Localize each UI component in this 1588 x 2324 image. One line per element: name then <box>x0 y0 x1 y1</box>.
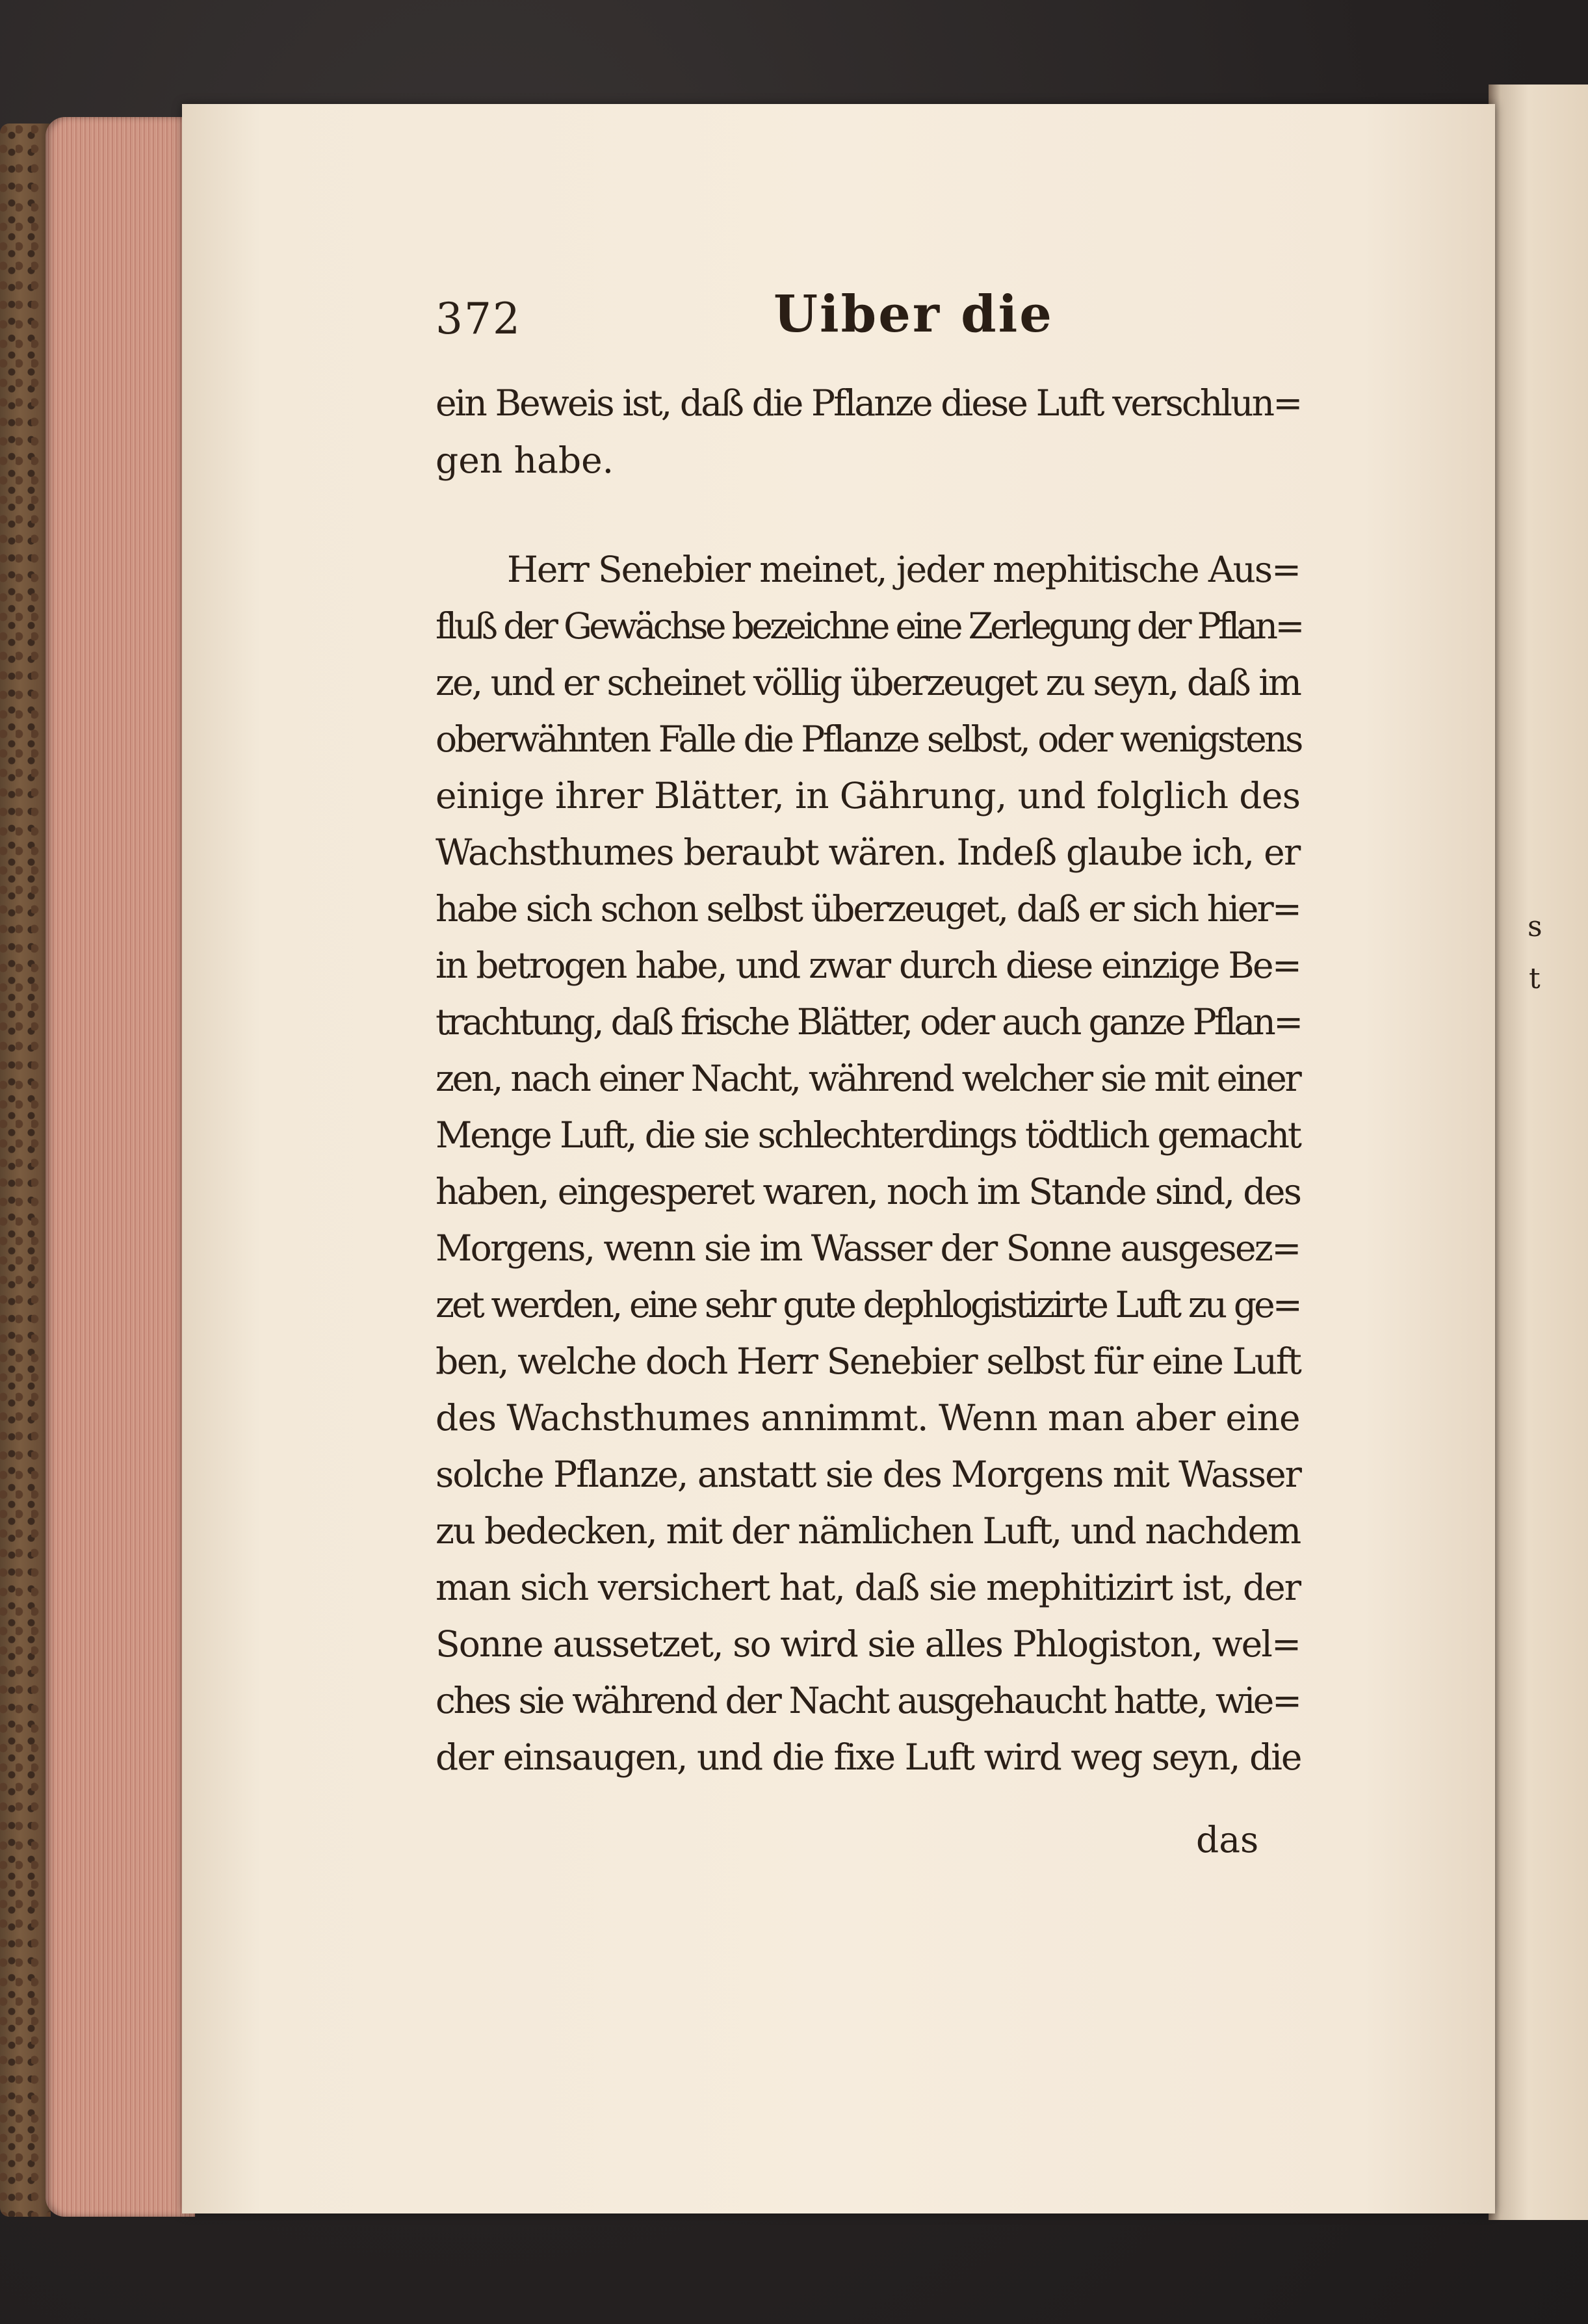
text-line: der einsaugen, und die fixe Luft wird weg seyn, die <box>436 1736 1301 1778</box>
text-line: habe sich schon selbst überzeuget, daß er sich hier= <box>436 888 1301 930</box>
text-line: solche Pflanze, anstatt sie des Morgens mit Wasser <box>436 1454 1301 1495</box>
text-line: Sonne aussetzet, so wird sie alles Phlogiston, wel= <box>436 1623 1301 1665</box>
text-line: einige ihrer Blätter, in Gährung, und folglich des <box>436 775 1301 816</box>
text-line: ches sie während der Nacht ausgehaucht hatte, wie= <box>436 1680 1300 1721</box>
running-head <box>436 281 1300 352</box>
facing-page-sliver <box>1489 85 1588 2220</box>
page-edges <box>46 117 195 2217</box>
text-line: ein Beweis ist, daß die Pflanze diese Luft verschlun= <box>436 382 1301 424</box>
text-line: fluß der Gewächse bezeichne eine Zerlegung der Pflan= <box>436 605 1302 647</box>
text-line: gen habe. <box>436 439 614 481</box>
text-line: des Wachsthumes annimmt. Wenn man aber eine <box>436 1397 1300 1439</box>
text-line: Wachsthumes beraubt wären. Indeß glaube ich, er <box>436 831 1300 873</box>
text-line: zu bedecken, mit der nämlichen Luft, und nachdem <box>436 1510 1300 1552</box>
facing-page-mark-2: t <box>1529 962 1541 995</box>
text-line: in betrogen habe, und zwar durch diese einzige Be= <box>436 945 1301 986</box>
facing-page-mark-1: s <box>1528 910 1542 943</box>
text-line: Morgens, wenn sie im Wasser der Sonne ausgesez= <box>436 1227 1300 1269</box>
text-line: trachtung, daß frische Blätter, oder auch ganze Pflan= <box>436 1001 1301 1043</box>
page-number: 372 <box>436 294 521 344</box>
paragraph-start-line: Herr Senebier meinet, jeder mephitische Aus= <box>507 549 1300 590</box>
text-line: zen, nach einer Nacht, während welcher sie mit einer <box>436 1058 1300 1099</box>
text-line: haben, eingesperet waren, noch im Stande sind, des <box>436 1171 1301 1212</box>
text-line: man sich versichert hat, daß sie mephitizirt ist, der <box>436 1567 1301 1608</box>
running-title: Uiber die <box>774 285 1054 344</box>
text-line: zet werden, eine sehr gute dephlogistizirte Luft zu ge= <box>436 1284 1300 1325</box>
catchword: das <box>1196 1819 1259 1861</box>
text-line: Menge Luft, die sie schlechterdings tödtlich gemacht <box>436 1114 1300 1156</box>
text-line: oberwähnten Falle die Pflanze selbst, oder wenigstens <box>436 718 1301 760</box>
text-line: ben, welche doch Herr Senebier selbst für eine Luft <box>436 1340 1301 1382</box>
marbled-cover <box>0 124 51 2217</box>
text-line: ze, und er scheinet völlig überzeuget zu seyn, daß im <box>436 662 1300 703</box>
